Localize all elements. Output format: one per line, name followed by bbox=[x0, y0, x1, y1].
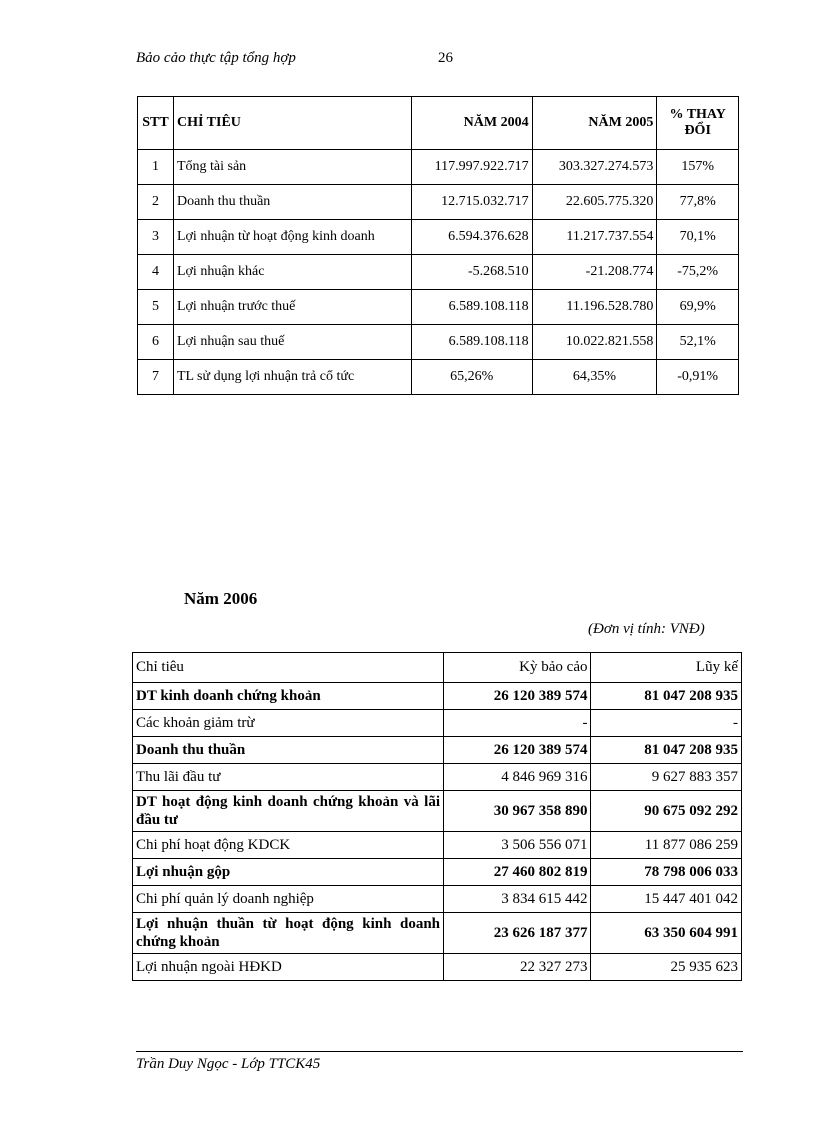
table-row bbox=[138, 290, 739, 325]
table-row bbox=[133, 954, 742, 981]
cell-cumulative: 15 447 401 042 bbox=[591, 886, 742, 913]
cell-period: 30 967 358 890 bbox=[444, 791, 591, 832]
cell-period: 27 460 802 819 bbox=[444, 859, 591, 886]
table-row bbox=[133, 791, 742, 832]
table-row bbox=[133, 710, 742, 737]
cell-2005: 11.217.737.554 bbox=[532, 220, 657, 255]
document-header-title: Bảo cảo thực tập tổng hợp bbox=[136, 50, 296, 66]
cell-2004: 12.715.032.717 bbox=[411, 185, 532, 220]
table-row bbox=[133, 683, 742, 710]
cell-2004: -5.268.510 bbox=[411, 255, 532, 290]
header-year-2005: NĂM 2005 bbox=[532, 97, 657, 150]
cell-change: 77,8% bbox=[657, 185, 739, 220]
table-row bbox=[138, 325, 739, 360]
cell-2004: 6.589.108.118 bbox=[411, 325, 532, 360]
cell-indicator: Lợi nhuận trước thuế bbox=[173, 290, 411, 325]
cell-cumulative: 81 047 208 935 bbox=[591, 737, 742, 764]
cell-indicator: Các khoản giảm trừ bbox=[133, 710, 444, 737]
cell-change: 70,1% bbox=[657, 220, 739, 255]
cell-period: 22 327 273 bbox=[444, 954, 591, 981]
cell-2005: -21.208.774 bbox=[532, 255, 657, 290]
header-year-2004: NĂM 2004 bbox=[411, 97, 532, 150]
footer-author: Trần Duy Ngọc - Lớp TTCK45 bbox=[136, 1056, 321, 1072]
cell-indicator: Doanh thu thuần bbox=[173, 185, 411, 220]
cell-change: -75,2% bbox=[657, 255, 739, 290]
table-row bbox=[133, 737, 742, 764]
cell-2005: 303.327.274.573 bbox=[532, 150, 657, 185]
cell-2004: 6.589.108.118 bbox=[411, 290, 532, 325]
cell-indicator: Lợi nhuận khác bbox=[173, 255, 411, 290]
cell-period: 4 846 969 316 bbox=[444, 764, 591, 791]
cell-cumulative: - bbox=[591, 710, 742, 737]
footer-divider bbox=[136, 1051, 743, 1052]
cell-2004: 65,26% bbox=[411, 360, 532, 395]
header-reporting-period: Kỳ bảo cảo bbox=[444, 653, 591, 683]
cell-period: - bbox=[444, 710, 591, 737]
table-row bbox=[138, 220, 739, 255]
header-indicator: CHỈ TIÊU bbox=[173, 97, 411, 150]
cell-2005: 22.605.775.320 bbox=[532, 185, 657, 220]
cell-indicator: Lợi nhuận ngoài HĐKD bbox=[133, 954, 444, 981]
cell-cumulative: 90 675 092 292 bbox=[591, 791, 742, 832]
cell-stt: 5 bbox=[138, 290, 174, 325]
cell-indicator: TL sử dụng lợi nhuận trả cổ tức bbox=[173, 360, 411, 395]
cell-period: 26 120 389 574 bbox=[444, 683, 591, 710]
cell-stt: 2 bbox=[138, 185, 174, 220]
table-row bbox=[133, 764, 742, 791]
table-header-row bbox=[133, 653, 742, 683]
cell-2004: 117.997.922.717 bbox=[411, 150, 532, 185]
cell-indicator: Lợi nhuận gộp bbox=[133, 859, 444, 886]
cell-cumulative: 11 877 086 259 bbox=[591, 832, 742, 859]
table-row bbox=[138, 255, 739, 290]
cell-cumulative: 78 798 006 033 bbox=[591, 859, 742, 886]
cell-indicator: Thu lãi đầu tư bbox=[133, 764, 444, 791]
cell-indicator: Tổng tài sản bbox=[173, 150, 411, 185]
table-row bbox=[133, 886, 742, 913]
cell-stt: 7 bbox=[138, 360, 174, 395]
table-header-row bbox=[138, 97, 739, 150]
cell-stt: 3 bbox=[138, 220, 174, 255]
cell-2004: 6.594.376.628 bbox=[411, 220, 532, 255]
cell-indicator: Lợi nhuận sau thuế bbox=[173, 325, 411, 360]
cell-indicator: Chi phí quản lý doanh nghiệp bbox=[133, 886, 444, 913]
cell-indicator: Doanh thu thuần bbox=[133, 737, 444, 764]
cell-period: 3 506 556 071 bbox=[444, 832, 591, 859]
cell-period: 26 120 389 574 bbox=[444, 737, 591, 764]
cell-cumulative: 63 350 604 991 bbox=[591, 913, 742, 954]
financial-summary-table-2004-2005 bbox=[137, 96, 739, 395]
cell-cumulative: 9 627 883 357 bbox=[591, 764, 742, 791]
financial-table-2006 bbox=[132, 652, 742, 981]
cell-stt: 6 bbox=[138, 325, 174, 360]
cell-indicator: Lợi nhuận thuần từ hoạt động kinh doanh chứng khoản bbox=[133, 913, 444, 954]
cell-change: 69,9% bbox=[657, 290, 739, 325]
cell-indicator: Chi phí hoạt động KDCK bbox=[133, 832, 444, 859]
header-cumulative: Lũy kế bbox=[591, 653, 742, 683]
header-stt: STT bbox=[138, 97, 174, 150]
page-number: 26 bbox=[438, 50, 453, 66]
cell-change: 157% bbox=[657, 150, 739, 185]
header-indicator: Chỉ tiêu bbox=[133, 653, 444, 683]
cell-change: -0,91% bbox=[657, 360, 739, 395]
table-row bbox=[138, 185, 739, 220]
cell-cumulative: 25 935 623 bbox=[591, 954, 742, 981]
cell-period: 3 834 615 442 bbox=[444, 886, 591, 913]
table-row bbox=[133, 913, 742, 954]
section-title-year-2006: Năm 2006 bbox=[184, 589, 258, 608]
cell-stt: 4 bbox=[138, 255, 174, 290]
cell-indicator: Lợi nhuận từ hoạt động kinh doanh bbox=[173, 220, 411, 255]
cell-stt: 1 bbox=[138, 150, 174, 185]
unit-note: (Đơn vị tính: VNĐ) bbox=[588, 621, 705, 637]
cell-period: 23 626 187 377 bbox=[444, 913, 591, 954]
table-row bbox=[133, 859, 742, 886]
cell-2005: 10.022.821.558 bbox=[532, 325, 657, 360]
cell-2005: 64,35% bbox=[532, 360, 657, 395]
table-row bbox=[133, 832, 742, 859]
table-row bbox=[138, 360, 739, 395]
cell-cumulative: 81 047 208 935 bbox=[591, 683, 742, 710]
cell-2005: 11.196.528.780 bbox=[532, 290, 657, 325]
cell-change: 52,1% bbox=[657, 325, 739, 360]
header-percent-change: % THAY ĐỔI bbox=[657, 97, 739, 150]
cell-indicator: DT kinh doanh chứng khoản bbox=[133, 683, 444, 710]
table-row bbox=[138, 150, 739, 185]
cell-indicator: DT hoạt động kinh doanh chứng khoản và lãi đầu tư bbox=[133, 791, 444, 832]
